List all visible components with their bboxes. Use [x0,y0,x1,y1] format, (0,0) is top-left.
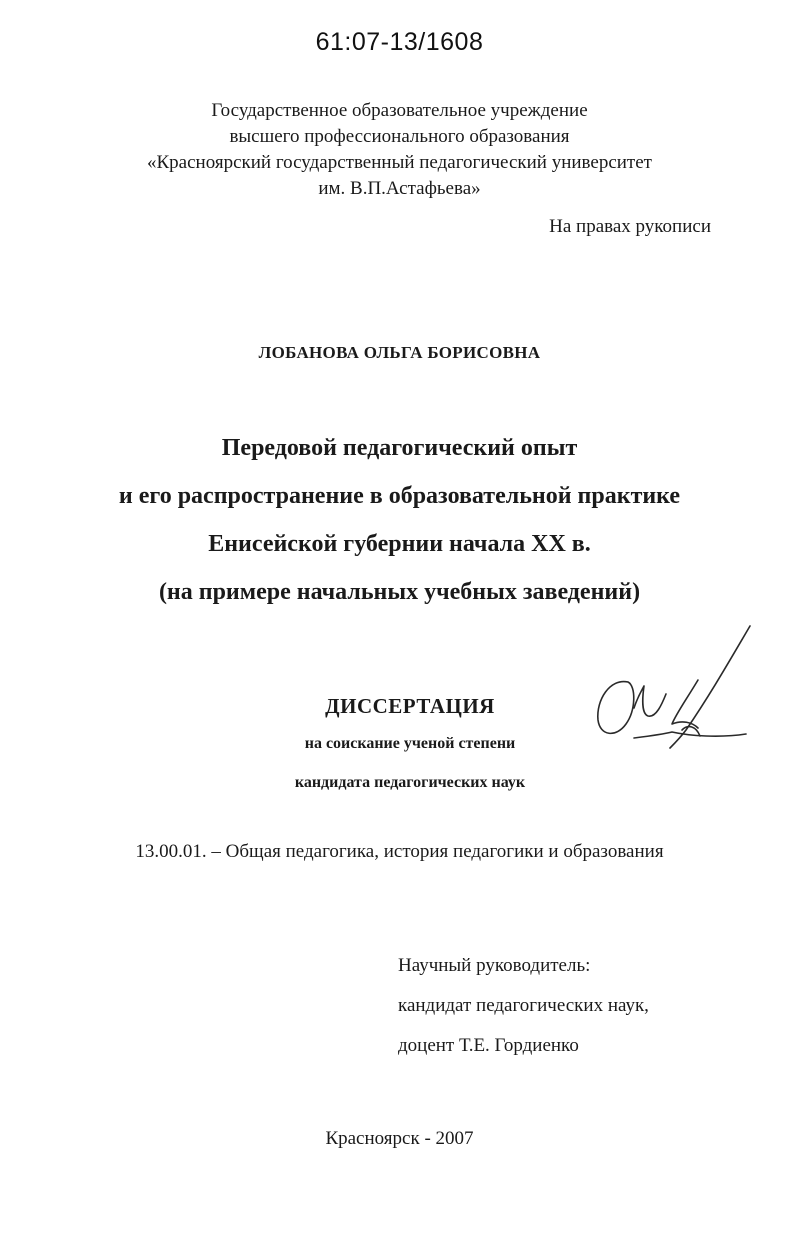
signature-stroke [672,680,698,728]
title-line: и его распространение в образовательной практике [118,483,681,509]
handwritten-signature [590,620,760,760]
advisor-name: доцент Т.Е. Гордиенко [398,1035,579,1056]
title-line: Передовой педагогический опыт [221,435,578,461]
degree-line-2: кандидата педагогических наук [294,774,526,791]
dissertation-type-heading: ДИССЕРТАЦИЯ [325,694,495,718]
signature-stroke [598,682,634,734]
title-line: Енисейской губернии начала XX в. [208,531,591,557]
institution-line: «Красноярский государственный педагогический университет [147,152,652,173]
specialty-code: 13.00.01. – Общая педагогика, история педагогики и образования [135,841,664,862]
signature-stroke [634,686,666,716]
institution-line: Государственное образовательное учреждение [211,100,588,121]
scientific-advisor-block [398,946,649,1066]
signature-stroke [634,732,746,738]
manuscript-rights-note: На правах рукописи [549,216,711,237]
author-name: ЛОБАНОВА ОЛЬГА БОРИСОВНА [258,343,541,362]
institution-block [0,98,799,202]
advisor-degree: кандидат педагогических наук, [398,995,649,1016]
institution-line: высшего профессионального образования [229,126,570,147]
dissertation-title [0,424,799,616]
place-and-year: Красноярск - 2007 [325,1128,474,1149]
institution-line: им. В.П.Астафьева» [318,178,481,199]
degree-line-1: на соискание ученой степени [304,735,516,752]
title-line: (на примере начальных учебных заведений) [158,579,641,605]
advisor-label: Научный руководитель: [398,955,591,976]
document-code-number: 61:07-13/1608 [315,28,484,56]
